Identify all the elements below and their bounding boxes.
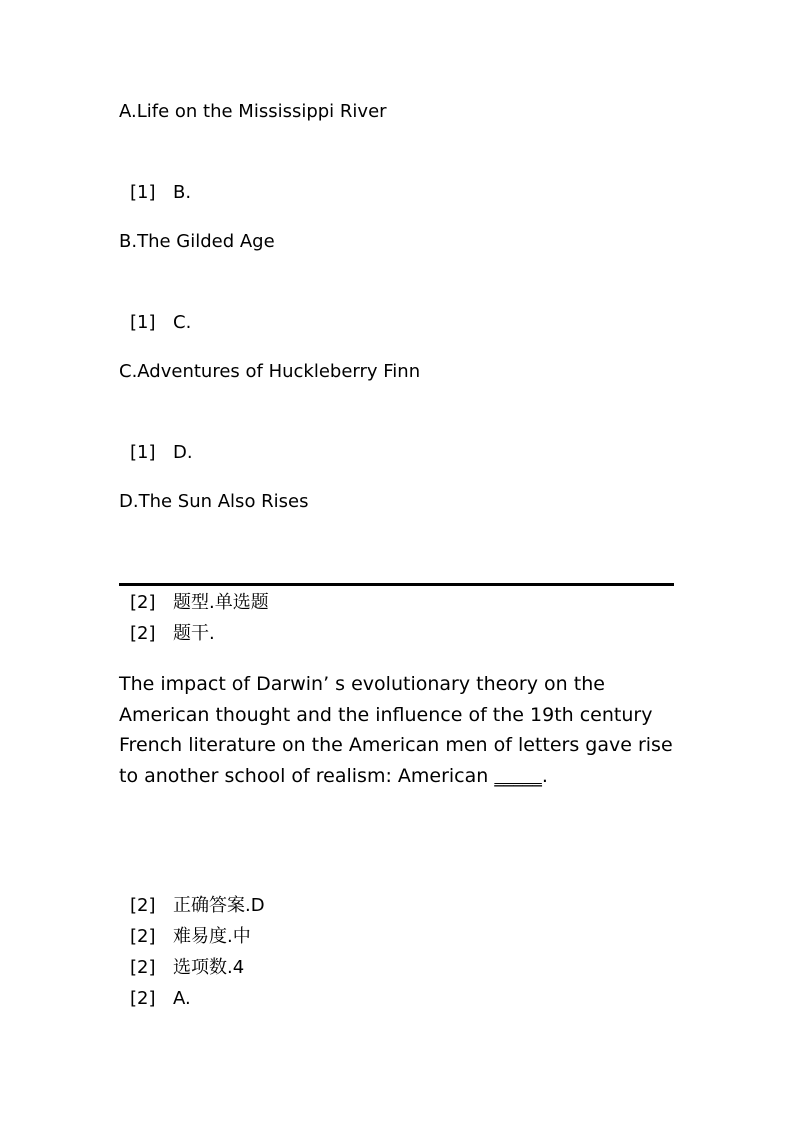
difficulty (130, 926, 251, 948)
question-type-marker: [2] (130, 592, 156, 613)
question-stem-marker: [2] (130, 623, 156, 644)
question-stem-end: . (541, 764, 548, 787)
option-count (130, 957, 244, 979)
option-c-marker: [1] (130, 312, 156, 333)
answer-blank: _____ (494, 764, 542, 787)
question-stem-text: The impact of Darwin’ s evolutionary theory on the American thought and the influence of the 19th century French literature on the American men of letters gave rise to another school of realism: American (119, 673, 673, 787)
option-b-header (130, 182, 191, 204)
next-option-a-marker: [2] (130, 988, 156, 1009)
question-type-label: 题型.单选题 (173, 592, 269, 613)
next-option-a (130, 988, 191, 1010)
option-a-text: A.Life on the Mississippi River (119, 101, 387, 122)
option-count-marker: [2] (130, 957, 156, 978)
question-type (130, 592, 269, 614)
option-c-header (130, 312, 191, 334)
option-b-text: B.The Gilded Age (119, 231, 275, 252)
question-divider (119, 583, 674, 586)
option-c-label: C. (173, 312, 192, 333)
difficulty-marker: [2] (130, 926, 156, 947)
option-b-marker: [1] (130, 182, 156, 203)
option-count-label: 选项数.4 (173, 957, 245, 978)
next-option-a-label: A. (173, 988, 191, 1009)
option-d-marker: [1] (130, 442, 156, 463)
option-d-label: D. (173, 442, 193, 463)
option-d-text: D.The Sun Also Rises (119, 491, 309, 512)
correct-answer (130, 895, 265, 917)
difficulty-label: 难易度.中 (173, 926, 251, 947)
option-c-text: C.Adventures of Huckleberry Finn (119, 361, 421, 382)
option-d-header (130, 442, 193, 464)
option-b-label: B. (173, 182, 192, 203)
correct-answer-label: 正确答案.D (173, 895, 265, 916)
question-stem-label: 题干. (173, 623, 215, 644)
question-stem (119, 669, 679, 791)
question-stem-header (130, 623, 215, 645)
correct-answer-marker: [2] (130, 895, 156, 916)
